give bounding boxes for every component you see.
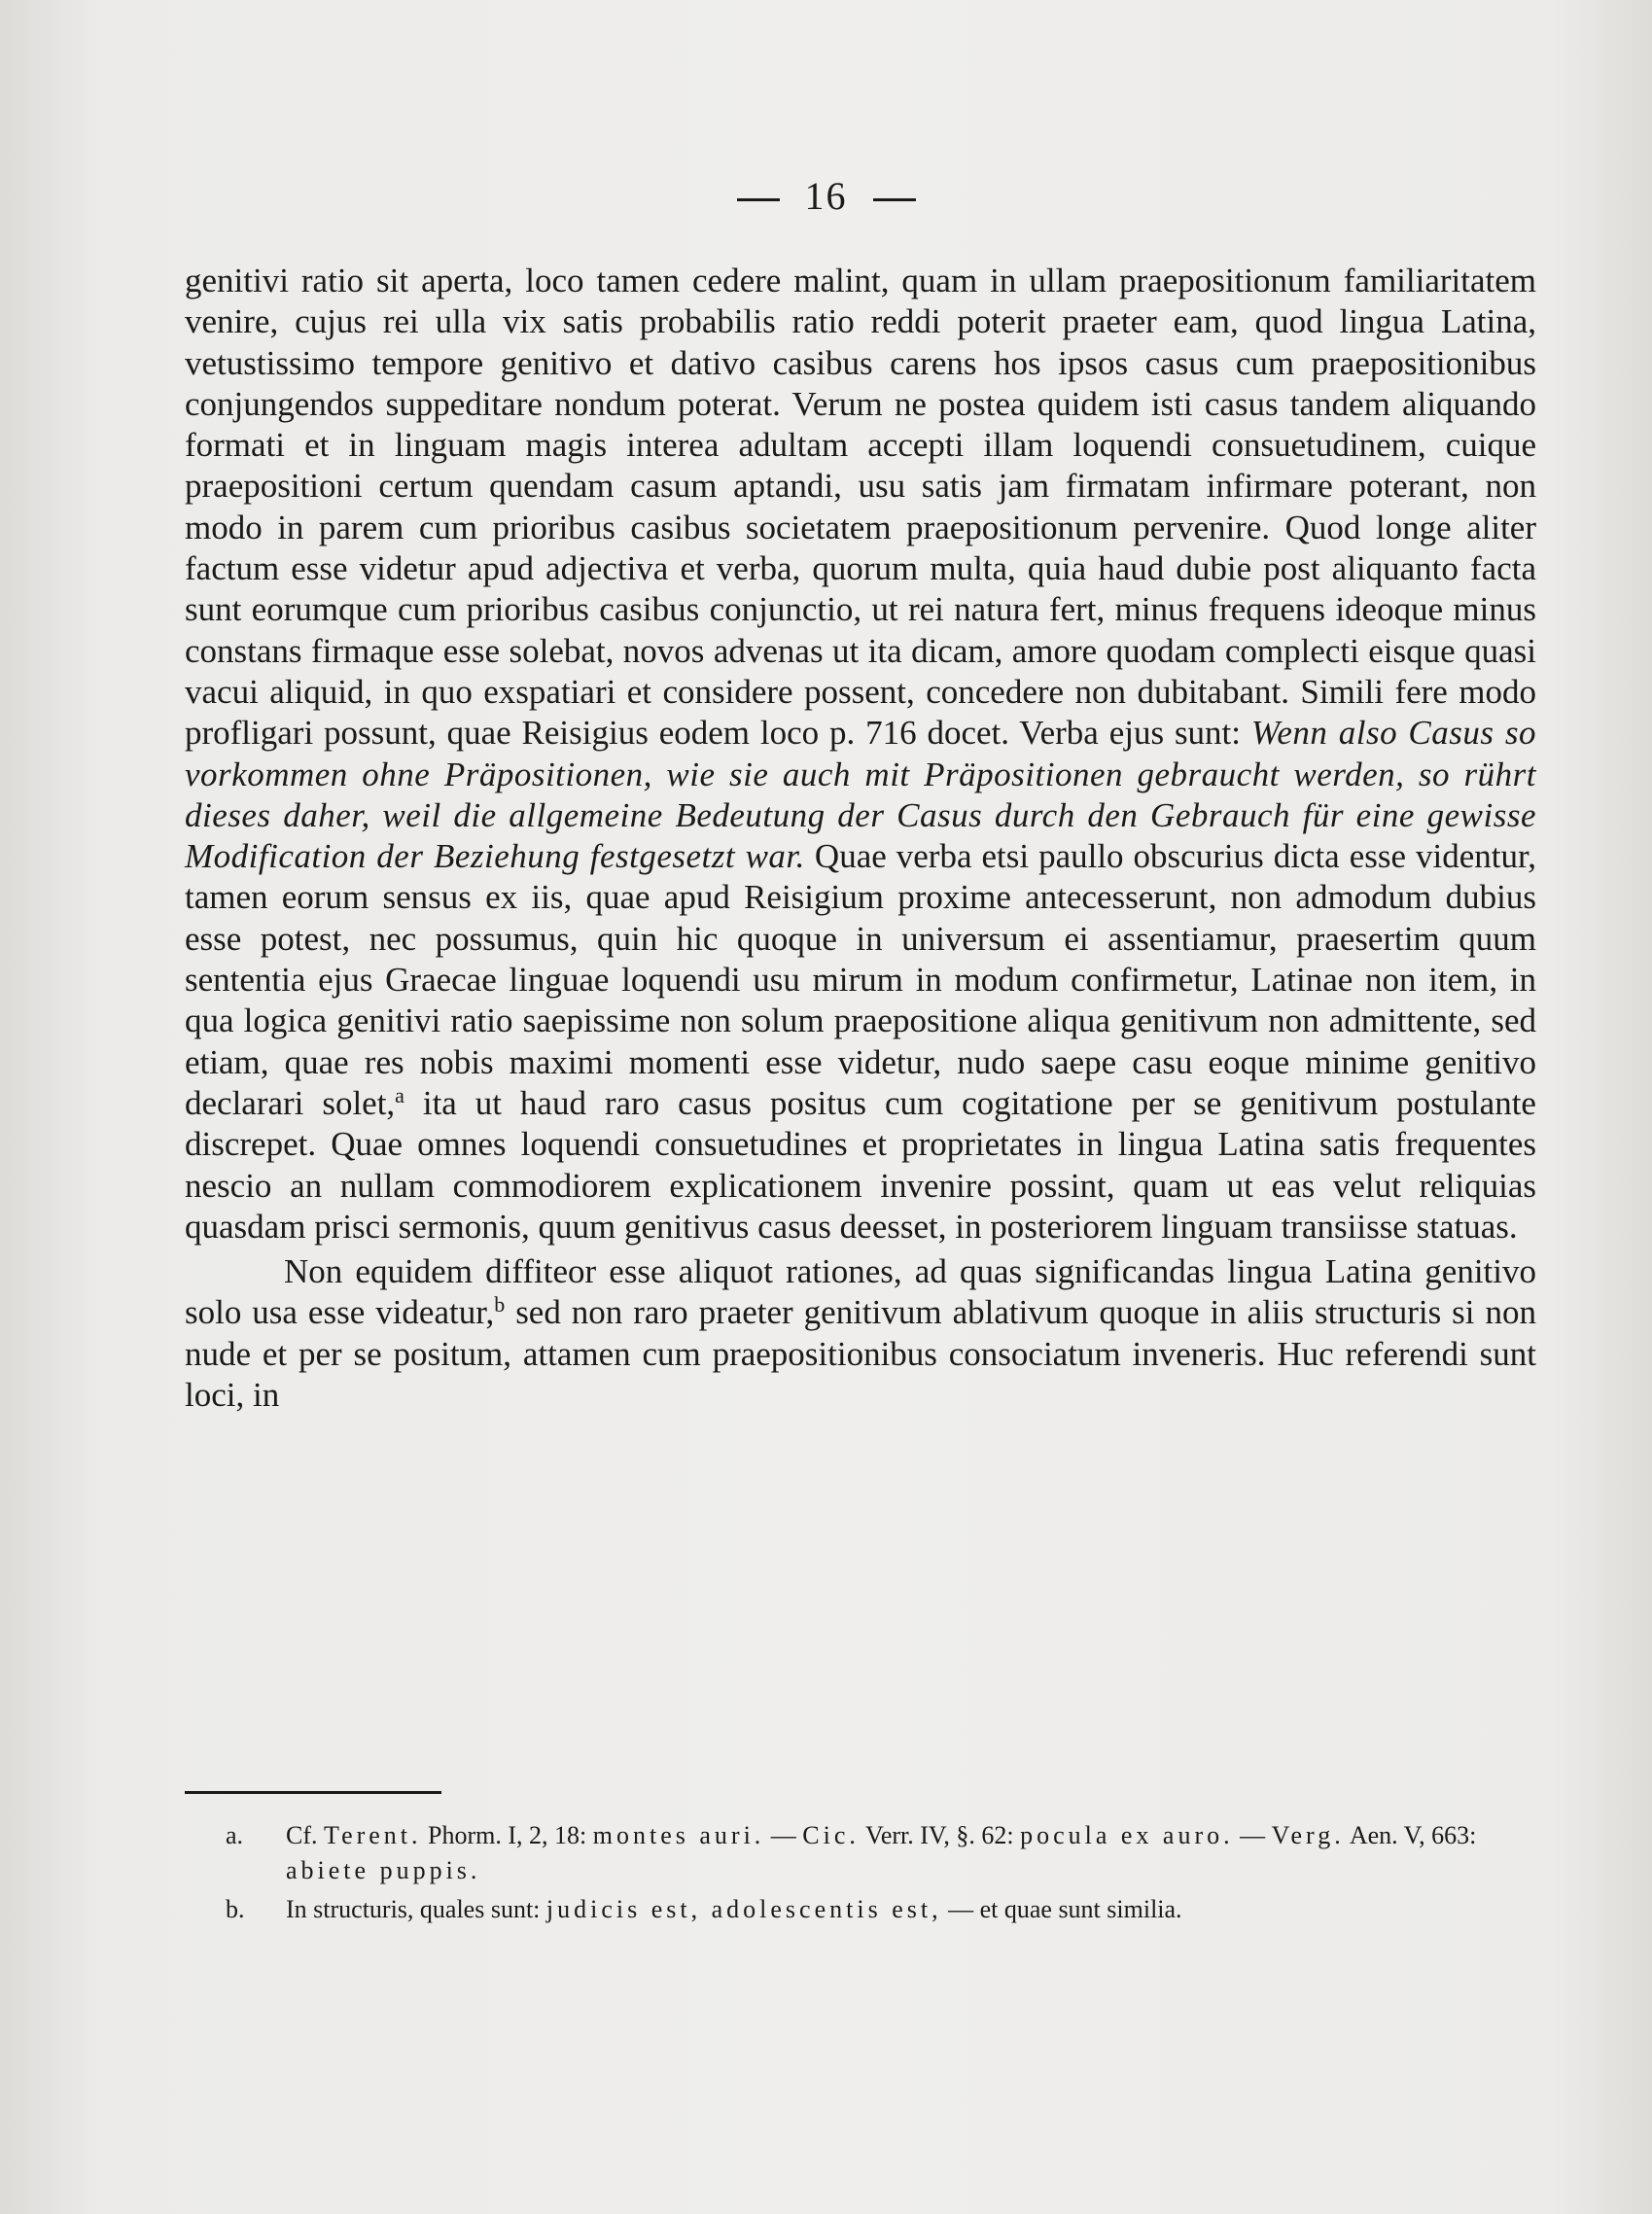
header-dash-left bbox=[737, 198, 780, 201]
footnote-a-author-1: Terent. bbox=[324, 1821, 422, 1849]
footnote-ref-b: b bbox=[494, 1292, 506, 1318]
paragraph-2-text-a: Non equidem diffiteor esse aliquot rationes, ad quas significandas lingua Latina genitivo solo usa esse videatur, bbox=[185, 1252, 1536, 1332]
footnote-b-quote: judicis est, adolescentis est, bbox=[545, 1895, 942, 1923]
footnote-a-ref-3: Aen. V, 663: bbox=[1349, 1821, 1477, 1849]
header-dash-right bbox=[873, 198, 916, 201]
footnote-a-author-2: Cic. bbox=[802, 1821, 860, 1849]
page-number: 16 bbox=[804, 174, 848, 218]
footnote-b-post: — et quae sunt similia. bbox=[948, 1895, 1182, 1923]
paragraph-2-text-b: sed non raro praeter genitivum ablativum quoque in aliis structuris si non nude et per se positum, attamen cum praepositionibus consociatum inveneris. Huc referendi sunt loci, in bbox=[185, 1293, 1536, 1415]
footnote-ref-a: a bbox=[395, 1082, 404, 1107]
footnote-a-pre: Cf. bbox=[286, 1821, 318, 1849]
paragraph-1-text-b: Quae verba etsi paullo obscurius dicta esse videntur, tamen eorum sensus ex iis, quae apud Reisigium proxime antecesserunt, non admodum dubius esse potest, nec possumus, quin hic quoque in universum ei assentiamur, praesertim quum sententia ejus Graecae linguae loquendi usu mirum in modum confirmetur, Latinae non item, in qua logica genitivi ratio saepissime non solum praepositione aliqua genitivum non admittente, sed etiam, quae res nobis maximi momenti esse videtur, nudo saepe casu eoque minime genitivo declarari solet, bbox=[185, 837, 1536, 1122]
footnotes bbox=[226, 1818, 1533, 1931]
footnote-a-quote-1: montes auri. bbox=[592, 1821, 765, 1849]
paragraph-2 bbox=[185, 1251, 1536, 1416]
paragraph-1-text-a: genitivi ratio sit aperta, loco tamen cedere malint, quam in ullam praepositionum familiaritatem venire, cujus rei ulla vix satis probabilis ratio reddi poterit praeter eam, quod lingua Latina, vetustissimo tempore genitivo et dativo casibus carens hos ipsos casus cum praepositionibus conjungendos suppeditare nondum poterat. Verum ne postea quidem isti casus tandem aliquando formati et in linguam magis interea adultam accepti illam loquendi consuetudinem, cuique praepositioni certum quendam casum aptandi, usu satis jam firmatam infirmare poterant, non modo in parem cum prioribus casibus societatem praepositionum pervenire. Quod longe aliter factum esse videtur apud adjectiva et verba, quorum multa, quia haud dubie post aliquanto facta sunt eorumque cum prioribus casibus conjunctio, ut rei natura fert, minus frequens ideoque minus constans firmaque esse solebat, novos advenas ut ita dicam, amore quodam complecti eisque quasi vacui aliquid, in quo exspatiari et considere possent, concedere non dubitabant. Simili fere modo profligari possunt, quae Reisigius eodem loco p. 716 docet. Verba ejus sunt: bbox=[185, 262, 1536, 753]
footnote-a-ref-2: Verr. IV, §. 62: bbox=[864, 1821, 1014, 1849]
footnote-b-pre: In structuris, quales sunt: bbox=[286, 1895, 541, 1923]
footnote-a-sep-1: — bbox=[770, 1821, 796, 1849]
german-quote: Wenn also Casus so vorkommen ohne Präpositionen, wie sie auch mit Präpositionen gebraucht werden, so rührt dieses daher, weil die allgemeine Bedeutung der Casus durch den Gebrauch für eine gewisse Modification der Beziehung festgesetzt war. bbox=[185, 714, 1537, 876]
page-header bbox=[0, 173, 1652, 219]
footnote-a bbox=[226, 1818, 1533, 1888]
footnote-b bbox=[226, 1892, 1533, 1927]
paragraph-1 bbox=[185, 261, 1536, 1248]
footnote-divider bbox=[185, 1791, 441, 1794]
footnote-a-quote-2: pocula ex auro. bbox=[1020, 1821, 1234, 1849]
footnote-a-quote-3: abiete puppis. bbox=[286, 1856, 481, 1884]
footnote-a-ref-1: Phorm. I, 2, 18: bbox=[428, 1821, 587, 1849]
footnote-mark: b. bbox=[226, 1895, 245, 1923]
main-text bbox=[185, 261, 1536, 1416]
footnote-a-author-3: Verg. bbox=[1271, 1821, 1345, 1849]
footnote-a-sep-2: — bbox=[1240, 1821, 1266, 1849]
footnote-mark: a. bbox=[226, 1821, 244, 1849]
paragraph-1-text-c: ita ut haud raro casus positus cum cogitatione per se genitivum postulante discrepet. Quae omnes loquendi consuetudines et proprietates in lingua Latina satis frequentes nescio an nullam commodiorem explicationem invenire possint, quam ut eas velut reliquias quasdam prisci sermonis, quum genitivus casus deesset, in posteriorem linguam transiisse statuas. bbox=[185, 1083, 1536, 1246]
